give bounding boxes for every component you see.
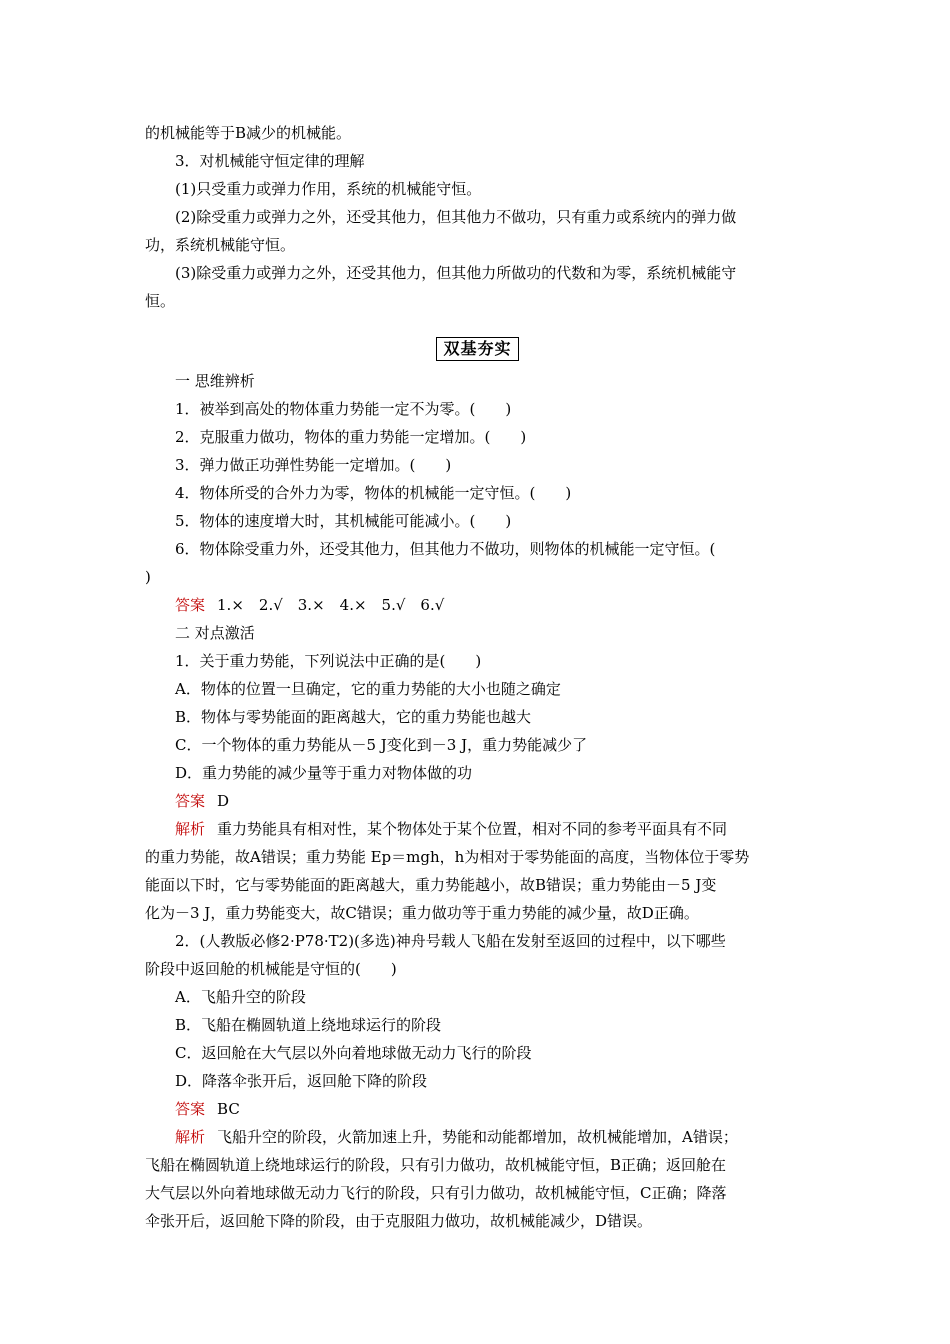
intro-point-2b: 功，系统机械能守恒。 [145,236,296,254]
answer-label: 答案 [175,596,206,614]
intro-point-3b: 恒。 [145,292,176,310]
judge-item-1: 1．被举到高处的物体重力势能一定不为零。( ) [175,400,512,418]
q1-analysis-line-3: 能面以下时，它与零势能面的距离越大，重力势能越小，故B错误；重力势能由－5 J变 [145,876,717,894]
q2-analysis-line-1 [145,1123,810,1151]
q1-option-b: B．物体与零势能面的距离越大，它的重力势能也越大 [175,708,532,726]
q2-option-c: C．返回舱在大气层以外向着地球做无动力飞行的阶段 [175,1044,532,1062]
intro-point-3a: (3)除受重力或弹力之外，还受其他力，但其他力所做功的代数和为零，系统机械能守 [175,264,737,282]
q2-option-b: B．飞船在椭圆轨道上绕地球运行的阶段 [175,1016,442,1034]
intro-line: 的机械能等于B减少的机械能。 [145,124,352,142]
intro-point-2a: (2)除受重力或弹力之外，还受其他力，但其他力不做功，只有重力或系统内的弹力做 [175,208,737,226]
intro-point-1: (1)只受重力或弹力作用，系统的机械能守恒。 [175,180,482,198]
q2-stem-b: 阶段中返回舱的机械能是守恒的( ) [145,960,397,978]
q2-analysis-line-3: 大气层以外向着地球做无动力飞行的阶段，只有引力做功，故机械能守恒，C正确；降落 [145,1184,727,1202]
q2-option-a: A．飞船升空的阶段 [175,988,306,1006]
judge-item-2: 2．克服重力做功，物体的重力势能一定增加。( ) [175,428,527,446]
judge-item-6: 6．物体除受重力外，还受其他力，但其他力不做功，则物体的机械能一定守恒。( [175,540,716,558]
analysis-label: 解析 [175,1128,206,1146]
q2-answer [145,1095,810,1123]
q1-answer [145,787,810,815]
judge-item-5: 5．物体的速度增大时，其机械能可能减小。( ) [175,512,512,530]
analysis-text: 重力势能具有相对性，某个物体处于某个位置，相对不同的参考平面具有不同 [217,820,728,838]
section-title: 双基夯实 [436,337,518,361]
document-page [145,119,810,1235]
q2-stem-a: 2．(人教版必修2·P78·T2)(多选)神舟号载人飞船在发射至返回的过程中，以下哪些 [175,932,726,950]
part2-heading: 二 对点激活 [175,624,255,642]
section-title-wrap [145,337,810,367]
analysis-label: 解析 [175,820,206,838]
q1-option-c: C．一个物体的重力势能从－5 J变化到－3 J，重力势能减少了 [175,736,588,754]
analysis-text: 飞船升空的阶段，火箭加速上升，势能和动能都增加，故机械能增加，A错误； [217,1128,738,1146]
q2-analysis-line-4: 伞张开后，返回舱下降的阶段，由于克服阻力做功，故机械能减少，D错误。 [145,1212,653,1230]
judge-item-6-tail: ) [145,568,151,586]
q1-stem: 1．关于重力势能，下列说法中正确的是( ) [175,652,482,670]
q1-option-a: A．物体的位置一旦确定，它的重力势能的大小也随之确定 [175,680,561,698]
part1-answer [145,591,810,619]
answer-label: 答案 [175,792,206,810]
q1-analysis-line-4: 化为－3 J，重力势能变大，故C错误；重力做功等于重力势能的减少量，故D正确。 [145,904,699,922]
answer-text: D [217,792,230,810]
part1-heading: 一 思维辨析 [175,372,255,390]
answer-text: BC [217,1100,240,1118]
q2-analysis-line-2: 飞船在椭圆轨道上绕地球运行的阶段，只有引力做功，故机械能守恒，B正确；返回舱在 [145,1156,727,1174]
judge-item-3: 3．弹力做正功弹性势能一定增加。( ) [175,456,452,474]
q1-analysis-line-1 [145,815,810,843]
q1-option-d: D．重力势能的减少量等于重力对物体做的功 [175,764,473,782]
q1-analysis-line-2: 的重力势能，故A错误；重力势能 Ep＝mgh，h为相对于零势能面的高度，当物体位于零势 [145,848,750,866]
q2-option-d: D．降落伞张开后，返回舱下降的阶段 [175,1072,428,1090]
answer-text: 1.× 2.√ 3.× 4.× 5.√ 6.√ [217,596,445,614]
judge-item-4: 4．物体所受的合外力为零，物体的机械能一定守恒。( ) [175,484,572,502]
intro-heading-3: 3．对机械能守恒定律的理解 [175,152,365,170]
answer-label: 答案 [175,1100,206,1118]
